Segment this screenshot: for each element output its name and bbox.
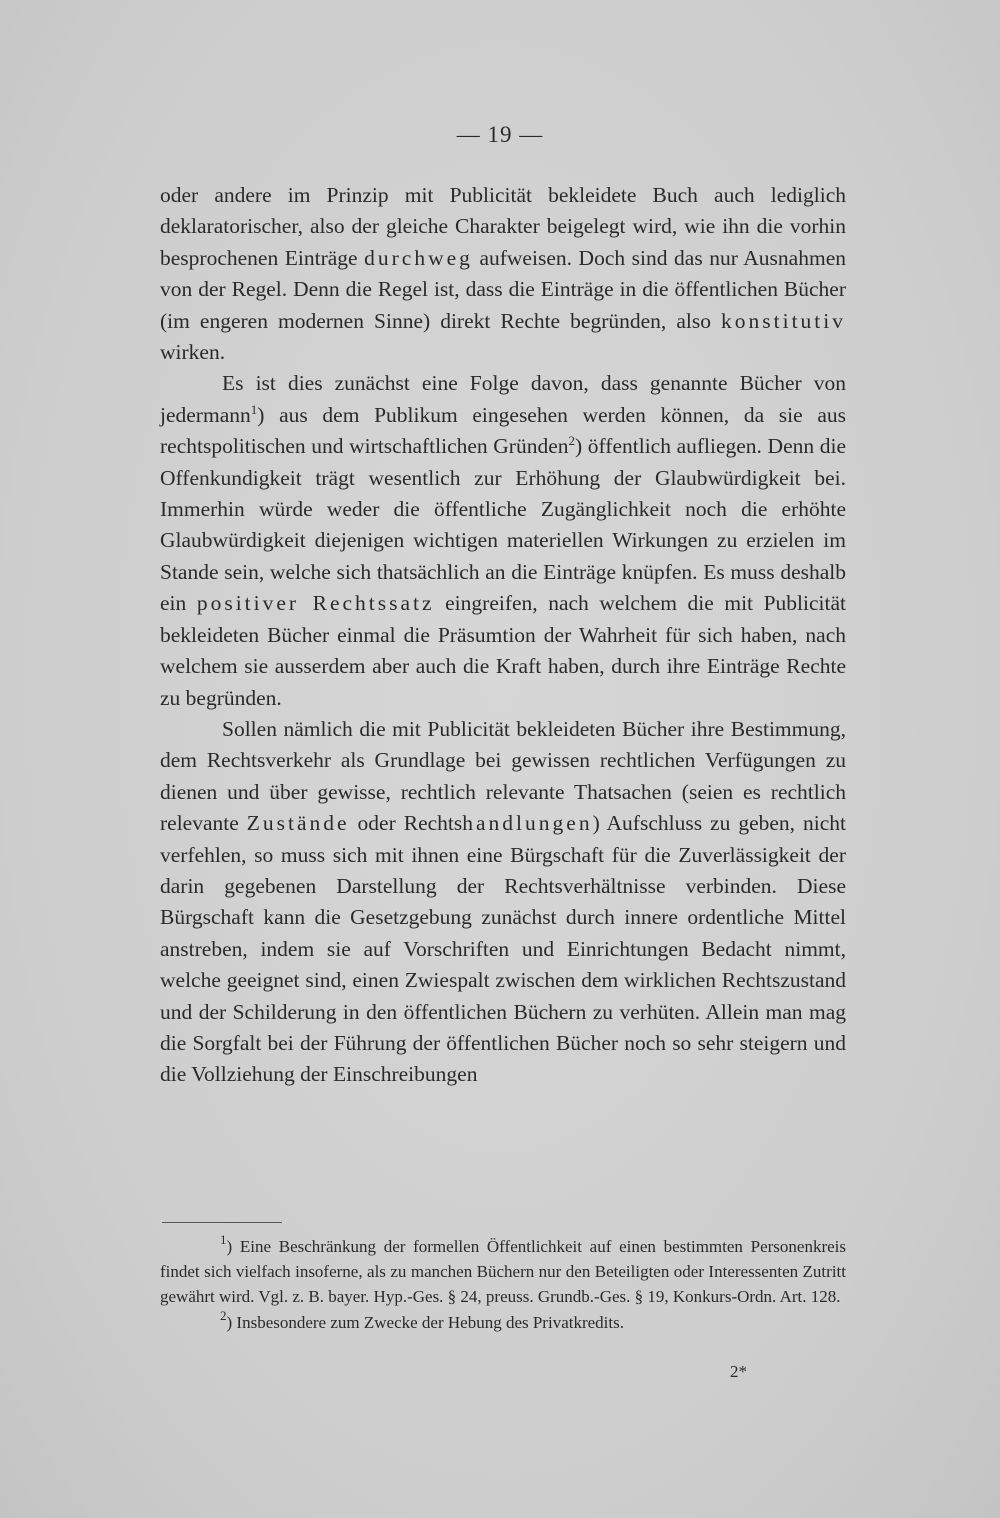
footnote-1 xyxy=(160,1234,846,1310)
emphasis-durchweg: durchweg xyxy=(364,245,473,270)
paragraph-3-text-2: oder Rechts xyxy=(349,811,463,836)
footnote-divider xyxy=(162,1222,282,1223)
footnote-ref-1: 1 xyxy=(250,401,258,417)
emphasis-zustaende: Zustände xyxy=(246,811,350,836)
footnotes xyxy=(160,1234,846,1335)
paragraph-2-text-1: Es ist dies zunächst eine Folge davon, dass genannte Bücher von jedermann xyxy=(160,371,846,427)
footnote-2-marker: 2 xyxy=(220,1307,227,1323)
footnote-2-text: ) Insbesondere zum Zwecke der Hebung des Privatkredits. xyxy=(226,1312,624,1332)
paragraph-2-text-2: ) aus dem Publikum eingesehen werden können, da sie aus rechtspolitischen und wirtschaftlichen Gründen xyxy=(160,402,846,459)
footnote-1-marker: 1 xyxy=(220,1232,227,1247)
paragraph-1-text-1: oder andere im Prinzip mit Publicität bekleidete Buch auch lediglich deklaratorischer, also der gleiche Charakter beigelegt wird, wie ihn die vorhin besprochenen Einträge xyxy=(160,183,846,270)
body-text xyxy=(160,180,846,1091)
paragraph-2 xyxy=(160,368,846,713)
paragraph-2-text-4: eingreifen, nach welchem die mit Publicität bekleideten Bücher einmal die Präsumtion der Wahrheit für sich haben, nach welchem sie ausserdem aber auch die Kraft haben, durch ihre Einträge Rechte zu begründen. xyxy=(160,591,846,710)
emphasis-positiver-rechtssatz: positiver Rechtssatz xyxy=(196,591,435,616)
page-number: — 19 — xyxy=(456,122,544,147)
emphasis-konstitutiv: konstitutiv xyxy=(721,308,846,333)
footnote-2 xyxy=(160,1307,846,1335)
signature-mark: 2* xyxy=(730,1362,747,1381)
paragraph-1-text-2: aufweisen. Doch sind das nur Ausnahmen von der Regel. Denn die Regel ist, dass die Einträge in die öffentlichen Bücher (im engeren modernen Sinne) direkt Rechte begründen, also xyxy=(160,245,846,333)
paragraph-3-text-1: Sollen nämlich die mit Publicität bekleideten Bücher ihre Bestimmung, dem Rechtsverkehr als Grundlage bei gewissen rechtlichen Verfügungen zu dienen und über gewisse, rechtlich relevante Thatsachen (seien es rechtlich relevante xyxy=(160,716,846,836)
footnote-ref-2: 2 xyxy=(568,433,575,449)
paragraph-3-text-3: ) Aufschluss zu geben, nicht verfehlen, so muss sich mit ihnen eine Bürgschaft für die Zuverlässigkeit der darin gegebenen Darstellung der Rechtsverhältnisse verbinden. Diese Bürgschaft kann die Gesetzgebung zunächst durch innere ordentliche Mittel anstreben, indem sie auf Vorschriften und Einrichtungen Bedacht nimmt, welche geeignet sind, einen Zwiespalt zwischen dem wirklichen Rechtszustand und der Schilderung in den öffentlichen Büchern zu verhüten. Allein man mag die Sorgfalt bei der Führung der öffentlichen Bücher noch so sehr steigern und die Vollziehung der Einschreibungen xyxy=(160,811,847,1087)
paragraph-3 xyxy=(160,714,846,1091)
paragraph-1 xyxy=(160,180,846,368)
footnote-1-text: ) Eine Beschränkung der formellen Öffentlichkeit auf einen bestimmten Personenkreis findet sich vielfach insoferne, als zu manchen Büchern nur den Beteiligten oder Interessenten Zutritt gewährt wird. Vgl. z. B. bayer. Hyp.-Ges. § 24, preuss. Grundb.-Ges. § 19, Konkurs-Ordn. Art. 128. xyxy=(160,1237,846,1307)
emphasis-handlungen: handlungen xyxy=(462,811,593,836)
paragraph-1-text-3: wirken. xyxy=(160,340,226,365)
paragraph-2-text-3: ) öffentlich aufliegen. Denn die Offenkundigkeit trägt wesentlich zur Erhöhung der Glaubwürdigkeit bei. Immerhin würde weder die öffentliche Zugänglichkeit noch die erhöhte Glaubwürdigkeit diejenigen wichtigen materiellen Wirkungen zu erzielen im Stande sein, welche sich thatsächlich an die Einträge knüpfen. Es muss deshalb ein xyxy=(160,434,846,616)
